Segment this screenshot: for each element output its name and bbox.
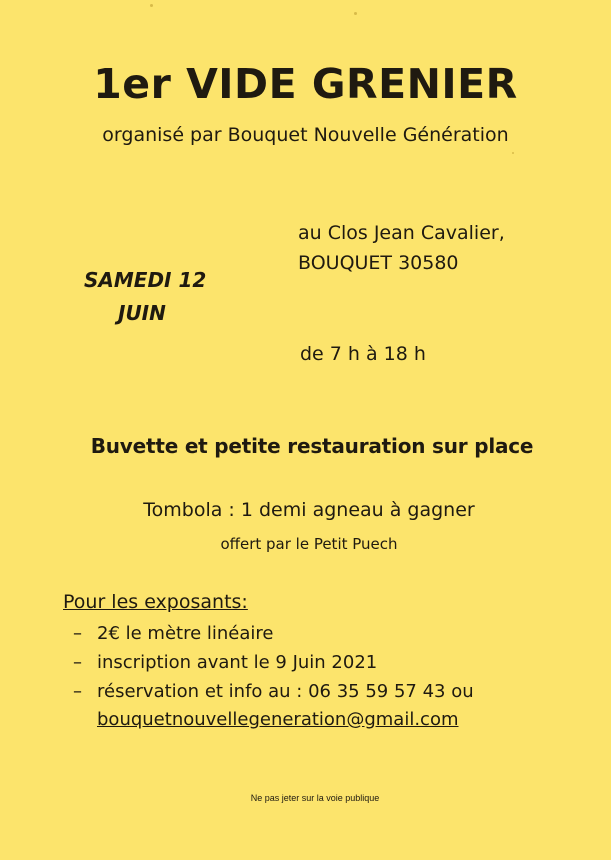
paper-speck bbox=[354, 12, 357, 15]
date-line-2: JUIN bbox=[118, 301, 166, 325]
tombola-line: Tombola : 1 demi agneau à gagner bbox=[143, 499, 475, 521]
list-dash: – bbox=[73, 652, 82, 673]
tombola-sponsor: offert par le Petit Puech bbox=[220, 535, 398, 553]
list-item bbox=[73, 623, 273, 644]
date-line-1: SAMEDI 12 bbox=[84, 268, 207, 292]
footer-note: Ne pas jeter sur la voie publique bbox=[250, 793, 380, 803]
location-line-2: BOUQUET 30580 bbox=[298, 252, 459, 274]
exposants-heading: Pour les exposants: bbox=[63, 591, 248, 613]
list-item-text: inscription avant le 9 Juin 2021 bbox=[97, 652, 378, 673]
location-line-1: au Clos Jean Cavalier, bbox=[298, 222, 505, 244]
list-item-text: 2€ le mètre linéaire bbox=[97, 623, 274, 644]
list-dash: – bbox=[73, 623, 82, 644]
flyer-title: 1er VIDE GRENIER bbox=[93, 60, 518, 108]
buvette-heading: Buvette et petite restauration sur place bbox=[90, 434, 534, 458]
list-item bbox=[73, 652, 377, 673]
paper-speck bbox=[150, 4, 153, 7]
list-item-text: réservation et info au : 06 35 59 57 43 ou bbox=[97, 681, 474, 702]
contact-email-link[interactable]: bouquetnouvellegeneration@gmail.com bbox=[97, 709, 459, 730]
opening-hours: de 7 h à 18 h bbox=[300, 343, 426, 365]
flyer-subtitle: organisé par Bouquet Nouvelle Génération bbox=[102, 124, 509, 146]
list-item bbox=[73, 681, 474, 702]
list-dash: – bbox=[73, 681, 82, 702]
paper-speck bbox=[512, 152, 514, 154]
